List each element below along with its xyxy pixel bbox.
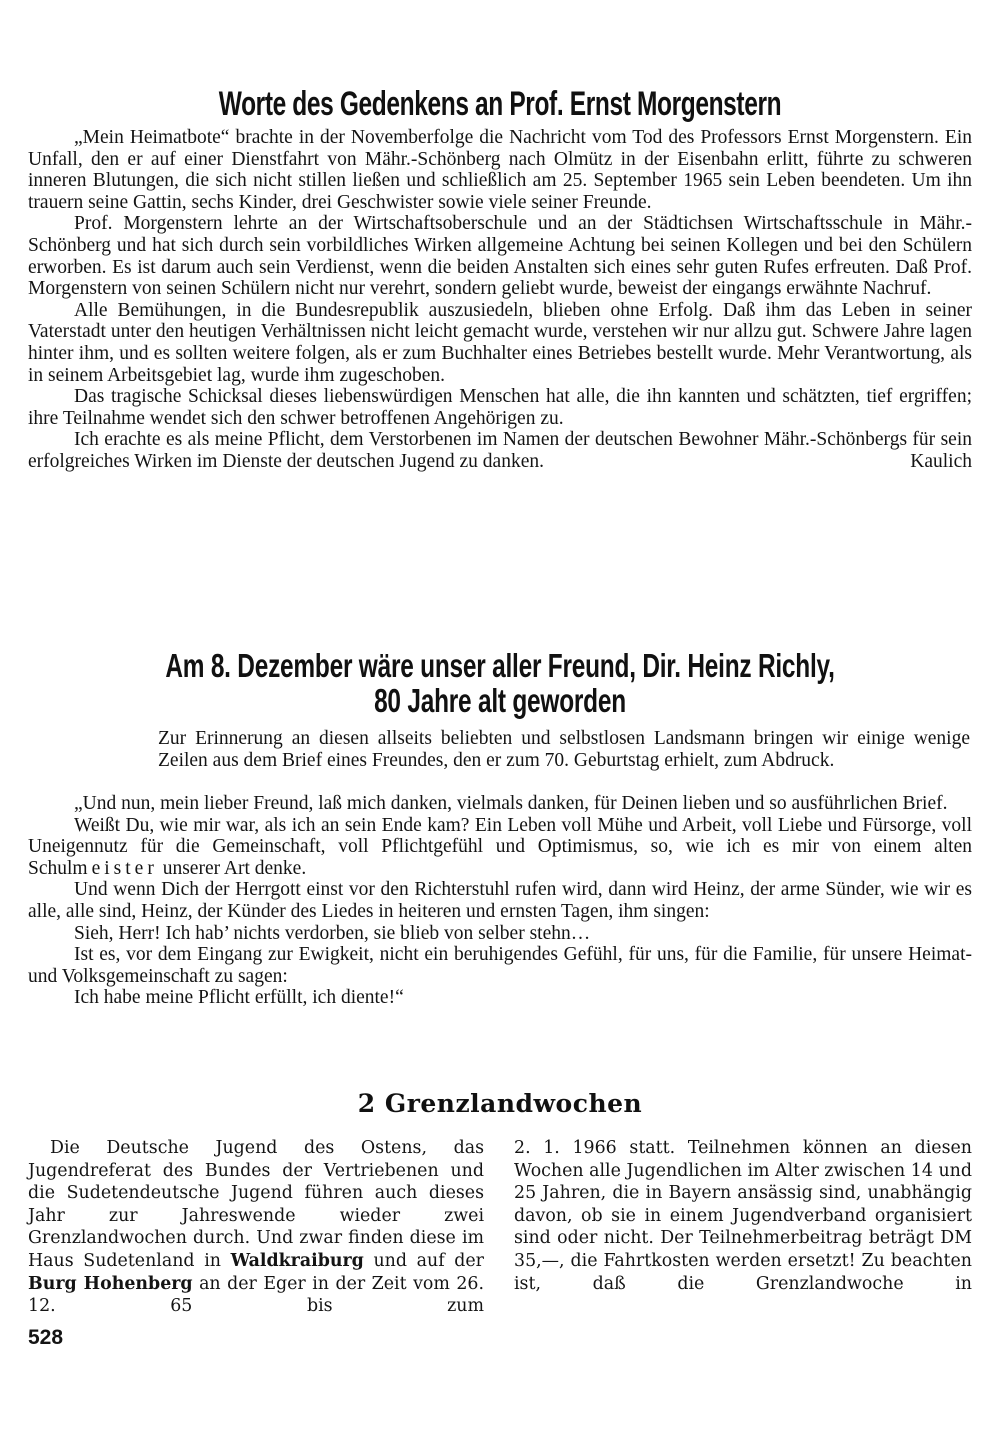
intro-paragraph: Zur Erinnerung an diesen allseits beliebten und selbstlosen Landsmann bringen wir einige wenige Zeilen aus dem Brief eines Freundes, den er zum 70. Geburtstag erhielt, zum Abdruck. bbox=[158, 728, 970, 771]
paragraph: Alle Bemühungen, in die Bundesrepublik auszusiedeln, blieben ohne Erfolg. Daß ihm das Leben in seiner Vaterstadt unter den heutigen Verhältnissen nicht leicht gemacht wurde, verstehen wir nur allzu gut. Schwere Jahre lagen hinter ihm, und es sollten weitere folgen, als er zum Buchhalter eines Betriebes bestellt wurde. Mehr Verantwortung, als in seinem Arbeitsgebiet lag, wurde ihm zugeschoben. bbox=[28, 299, 972, 386]
title-line-1: Am 8. Dezember wäre unser aller Freund, Dir. Heinz Richly, bbox=[165, 647, 835, 684]
author-signature: Kaulich bbox=[910, 450, 972, 472]
paragraph-text: Weißt Du, wie mir war, als ich an sein Ende kam? Ein Leben voll Mühe und Arbeit, voll Liebe und Fürsorge, voll Uneigennutz für die Gemeinschaft, voll Pflichtgefühl und Optimismus, so, wie ich es mir von einem alten Schul bbox=[28, 814, 972, 879]
place-name: Burg Hohenberg bbox=[28, 1273, 193, 1294]
article-title-morgenstern: Worte des Gedenkens an Prof. Ernst Morgenstern bbox=[218, 85, 782, 123]
paragraph: Und wenn Dich der Herrgott einst vor den Richterstuhl rufen wird, dann wird Heinz, der arme Sünder, wie wir es alle, alle sind, Heinz, der Künder des Liedes in heiteren und ernsten Tagen, ihm singen: bbox=[28, 879, 972, 922]
title-line-2: 80 Jahre alt geworden bbox=[374, 682, 626, 719]
text: an der Eger in der Zeit vom 26. 12. 65 bis zum bbox=[28, 1273, 484, 1317]
paragraph: 2. 1. 1966 statt. Teilnehmen können an diesen Wochen alle Jugendlichen im Alter zwischen 14 und 25 Jahren, die in Bayern ansässig sind, unabhängig davon, ob sie in einem Jugendverband organisiert sind oder nicht. Der Teilnehmerbeitrag beträgt DM 35,—, die Fahrtkosten werden ersetzt! Zu beachten ist, daß die Grenzlandwoche in bbox=[514, 1138, 972, 1294]
quote-line: Sieh, Herr! Ich hab’ nichts verdorben, sie blieb von selber stehn… bbox=[74, 922, 591, 944]
paragraph: „Und nun, mein lieber Freund, laß mich danken, vielmals danken, für Deinen lieben und so ausführlichen Brief. bbox=[74, 793, 948, 814]
article-body-morgenstern bbox=[28, 127, 972, 473]
article-title-richly bbox=[130, 648, 870, 718]
place-name: Waldkraiburg bbox=[230, 1250, 364, 1271]
article-intro-richly bbox=[158, 728, 970, 771]
paragraph bbox=[28, 1137, 484, 1318]
paragraph: Ich erachte es als meine Pflicht, dem Verstorbenen im Namen der deutschen Bewohner Mähr.-Schönbergs für sein erfolgreiches Wirken im Dienste der deutschen Jugend zu danken. bbox=[28, 429, 972, 472]
article-body-richly bbox=[28, 793, 972, 1009]
spaced-emphasis: meister bbox=[72, 857, 158, 879]
text: und auf der bbox=[363, 1250, 484, 1271]
paragraph: „Mein Heimatbote“ brachte in der Novemberfolge die Nachricht vom Tod des Professors Ernst Morgenstern. Ein Unfall, den er auf einer Dienstfahrt von Mähr.-Schönberg nach Olmütz in der Eisenbahn erlitt, führte zu schweren inneren Blutungen, die sich nicht stillen ließen und schließlich am 25. September 1965 sein Leben beendeten. Um ihn trauern seine Gattin, sechs Kinder, drei Geschwister sowie viele seiner Freunde. bbox=[28, 127, 972, 213]
paragraph: Ist es, vor dem Eingang zur Ewigkeit, nicht ein beruhigendes Gefühl, für uns, für die Familie, für unsere Heimat- und Volksgemeinschaft zu sagen: bbox=[28, 944, 972, 987]
paragraph bbox=[28, 815, 972, 880]
paragraph: Prof. Morgenstern lehrte an der Wirtschaftsoberschule und an der Städtichsen Wirtschaftsschule in Mähr.-Schönberg und hat sich durch sein vorbildliches Wirken allgemeine Achtung bei seinen Kollegen und bei den Schülern erworben. Es ist darum auch sein Verdienst, wenn die beiden Anstalten sich eines sehr guten Rufes erfreuten. Daß Prof. Morgenstern von seinen Schülern nicht nur verehrt, sondern geliebt wurde, beweist der eingangs erwähnte Nachruf. bbox=[28, 213, 972, 300]
paragraph-text-end: unserer Art denke. bbox=[157, 857, 307, 879]
column-left bbox=[28, 1137, 484, 1318]
paragraph: Das tragische Schicksal dieses liebenswürdigen Menschen hat alle, die ihn kannten und schätzten, tief ergriffen; ihre Teilnahme wendet sich den schwer betroffenen Angehörigen zu. bbox=[28, 386, 972, 429]
column-right bbox=[514, 1137, 972, 1295]
text: Die Deutsche Jugend des Ostens, das Jugendreferat des Bundes der Vertriebenen und die Sudetendeutsche Jugend führen auch dieses Jahr zur Jahreswende wieder zwei Grenzlandwochen durch. Und zwar finden diese im Haus Sudetenland in bbox=[28, 1138, 484, 1271]
article-title-grenzlandwochen: 2 Grenzlandwochen bbox=[357, 1089, 643, 1118]
page-number: 528 bbox=[28, 1326, 64, 1349]
quote-line: Ich habe meine Pflicht erfüllt, ich diente!“ bbox=[74, 987, 404, 1009]
